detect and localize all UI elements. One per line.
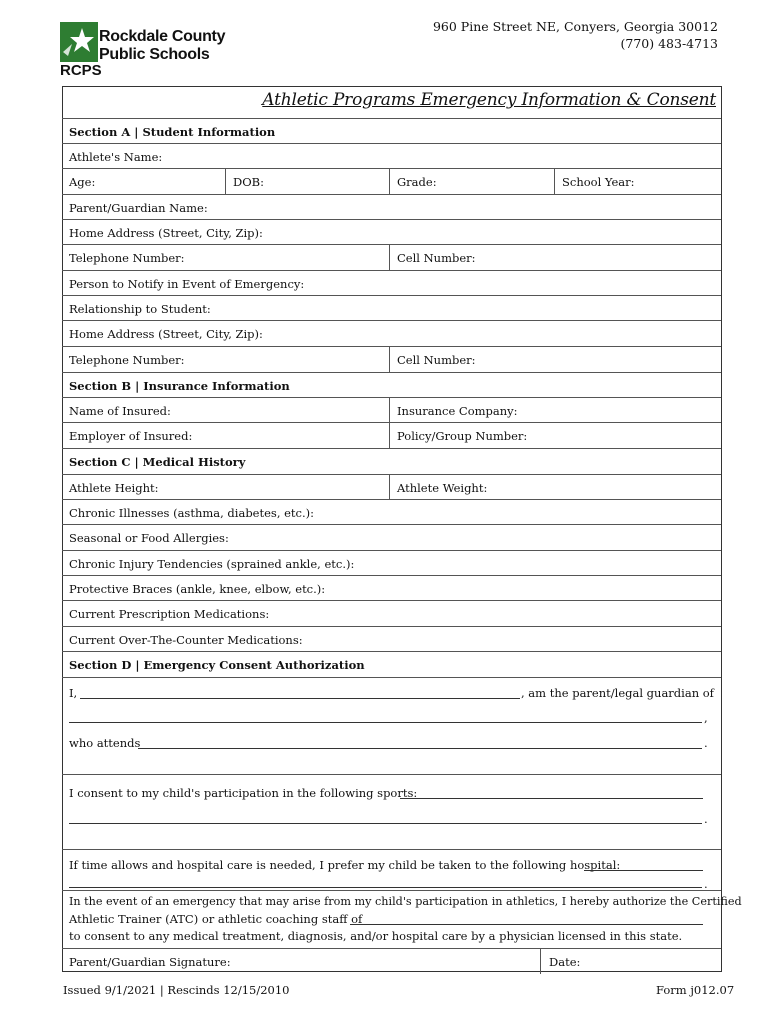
- emergency-contact-field[interactable]: [62, 270, 721, 295]
- hospital-line-2[interactable]: [69, 887, 702, 888]
- hospital-label: If time allows and hospital care is needed, I prefer my child be taken to the following hospital:: [69, 858, 621, 872]
- athlete-name-label: Athlete's Name:: [69, 150, 163, 164]
- divider: [62, 677, 721, 678]
- logo-text-line1: Rockdale County: [99, 28, 226, 45]
- cell-field[interactable]: [389, 245, 721, 270]
- logo-abbreviation: RCPS: [60, 62, 102, 79]
- address-phone: (770) 483-4713: [620, 36, 718, 51]
- parent-name-label: Parent/Guardian Name:: [69, 201, 208, 215]
- injury-label: Chronic Injury Tendencies (sprained ankle, etc.):: [69, 557, 355, 571]
- braces-label: Protective Braces (ankle, knee, elbow, etc.):: [69, 582, 326, 596]
- consent-text-1: In the event of an emergency that may arise from my child's participation in athletics, I hereby authorize the Certified: [69, 895, 742, 908]
- height-field[interactable]: [62, 475, 389, 500]
- child-name-line[interactable]: [69, 722, 702, 723]
- issued-date: Issued 9/1/2021 | Rescinds 12/15/2010: [63, 983, 290, 997]
- cell-label: Cell Number:: [397, 251, 476, 265]
- telephone-field[interactable]: [62, 245, 389, 270]
- school-year-field[interactable]: [554, 169, 721, 194]
- school-address: [433, 18, 718, 52]
- emergency-contact-label: Person to Notify in Event of Emergency:: [69, 277, 305, 291]
- emergency-cell-label: Cell Number:: [397, 353, 476, 367]
- section-d-heading: Section D | Emergency Consent Authorization: [69, 658, 365, 672]
- who-attends-label: who attends: [69, 736, 141, 750]
- divider: [62, 774, 721, 775]
- form-number: Form j012.07: [656, 983, 735, 997]
- sports-line-2[interactable]: [69, 823, 702, 824]
- policy-number-label: Policy/Group Number:: [397, 429, 528, 443]
- allergies-label: Seasonal or Food Allergies:: [69, 531, 229, 545]
- insurance-row-2: [62, 422, 721, 447]
- signature-label: Parent/Guardian Signature:: [69, 955, 231, 969]
- section-b-heading: Section B | Insurance Information: [69, 379, 290, 393]
- relationship-field[interactable]: [62, 295, 721, 320]
- prescription-label: Current Prescription Medications:: [69, 607, 270, 621]
- sports-line[interactable]: [400, 798, 703, 799]
- otc-field[interactable]: [62, 626, 721, 651]
- insured-name-label: Name of Insured:: [69, 404, 171, 418]
- weight-label: Athlete Weight:: [397, 481, 488, 495]
- age-dob-grade-row: [62, 168, 721, 193]
- consent-text-3: to consent to any medical treatment, diagnosis, and/or hospital care by a physician licensed in this state.: [69, 929, 683, 943]
- emergency-cell-field[interactable]: [389, 347, 721, 372]
- chronic-illness-field[interactable]: [62, 499, 721, 524]
- employer-label: Employer of Insured:: [69, 429, 193, 443]
- period-1: .: [704, 736, 708, 750]
- emergency-telephone-field[interactable]: [62, 347, 389, 372]
- consent-text-2: Athletic Trainer (ATC) or athletic coaching staff of: [69, 912, 363, 926]
- signature-field[interactable]: [62, 949, 540, 974]
- divider: [62, 849, 721, 850]
- guardian-suffix: , am the parent/legal guardian of: [521, 686, 714, 700]
- insurance-company-field[interactable]: [389, 398, 721, 423]
- dob-field[interactable]: [225, 169, 389, 194]
- section-d-heading-row: [62, 651, 721, 676]
- prescription-field[interactable]: [62, 600, 721, 625]
- date-label: Date:: [549, 955, 581, 969]
- otc-label: Current Over-The-Counter Medications:: [69, 633, 303, 647]
- emergency-address-label: Home Address (Street, City, Zip):: [69, 327, 263, 341]
- age-field[interactable]: [62, 169, 225, 194]
- home-address-field[interactable]: [62, 219, 721, 244]
- chronic-illness-label: Chronic Illnesses (asthma, diabetes, etc.):: [69, 506, 315, 520]
- period-2: .: [704, 812, 708, 826]
- sports-label: I consent to my child's participation in the following sports:: [69, 786, 418, 800]
- braces-field[interactable]: [62, 575, 721, 600]
- school-year-label: School Year:: [562, 175, 635, 189]
- form-title: Athletic Programs Emergency Information & Consent: [262, 90, 716, 110]
- policy-number-field[interactable]: [389, 423, 721, 448]
- section-c-heading-row: [62, 448, 721, 473]
- date-field[interactable]: [540, 949, 721, 974]
- section-a-heading: Section A | Student Information: [69, 125, 276, 139]
- dob-label: DOB:: [233, 175, 264, 189]
- insurance-company-label: Insurance Company:: [397, 404, 518, 418]
- hospital-line[interactable]: [584, 870, 703, 871]
- height-weight-row: [62, 474, 721, 499]
- home-address-label: Home Address (Street, City, Zip):: [69, 226, 263, 240]
- address-street: 960 Pine Street NE, Conyers, Georgia 30012: [432, 19, 718, 34]
- divider: [62, 890, 721, 891]
- signature-row: [62, 948, 721, 970]
- school-name-line[interactable]: [138, 748, 702, 749]
- section-a-heading-row: [62, 118, 721, 143]
- guardian-name-line[interactable]: [80, 698, 520, 699]
- emergency-phone-row: [62, 346, 721, 371]
- insurance-row-1: [62, 397, 721, 422]
- emergency-telephone-label: Telephone Number:: [69, 353, 185, 367]
- district-logo-icon: [60, 22, 98, 62]
- grade-label: Grade:: [397, 175, 437, 189]
- section-c-heading: Section C | Medical History: [69, 455, 246, 469]
- telephone-label: Telephone Number:: [69, 251, 185, 265]
- insured-name-field[interactable]: [62, 398, 389, 423]
- coaching-staff-line[interactable]: [350, 924, 703, 925]
- athlete-name-field[interactable]: [62, 143, 721, 168]
- weight-field[interactable]: [389, 475, 721, 500]
- i-prefix: I,: [69, 686, 78, 700]
- logo-text-line2: Public Schools: [99, 46, 210, 63]
- relationship-label: Relationship to Student:: [69, 302, 211, 316]
- phone-row: [62, 244, 721, 269]
- injury-field[interactable]: [62, 550, 721, 575]
- age-label: Age:: [69, 175, 96, 189]
- height-label: Athlete Height:: [69, 481, 159, 495]
- employer-field[interactable]: [62, 423, 389, 448]
- allergies-field[interactable]: [62, 524, 721, 549]
- grade-field[interactable]: [389, 169, 554, 194]
- star-icon: [60, 22, 98, 62]
- parent-name-field[interactable]: [62, 194, 721, 219]
- emergency-address-field[interactable]: [62, 320, 721, 345]
- comma: ,: [704, 711, 708, 725]
- period-3: .: [704, 877, 708, 891]
- section-b-heading-row: [62, 372, 721, 397]
